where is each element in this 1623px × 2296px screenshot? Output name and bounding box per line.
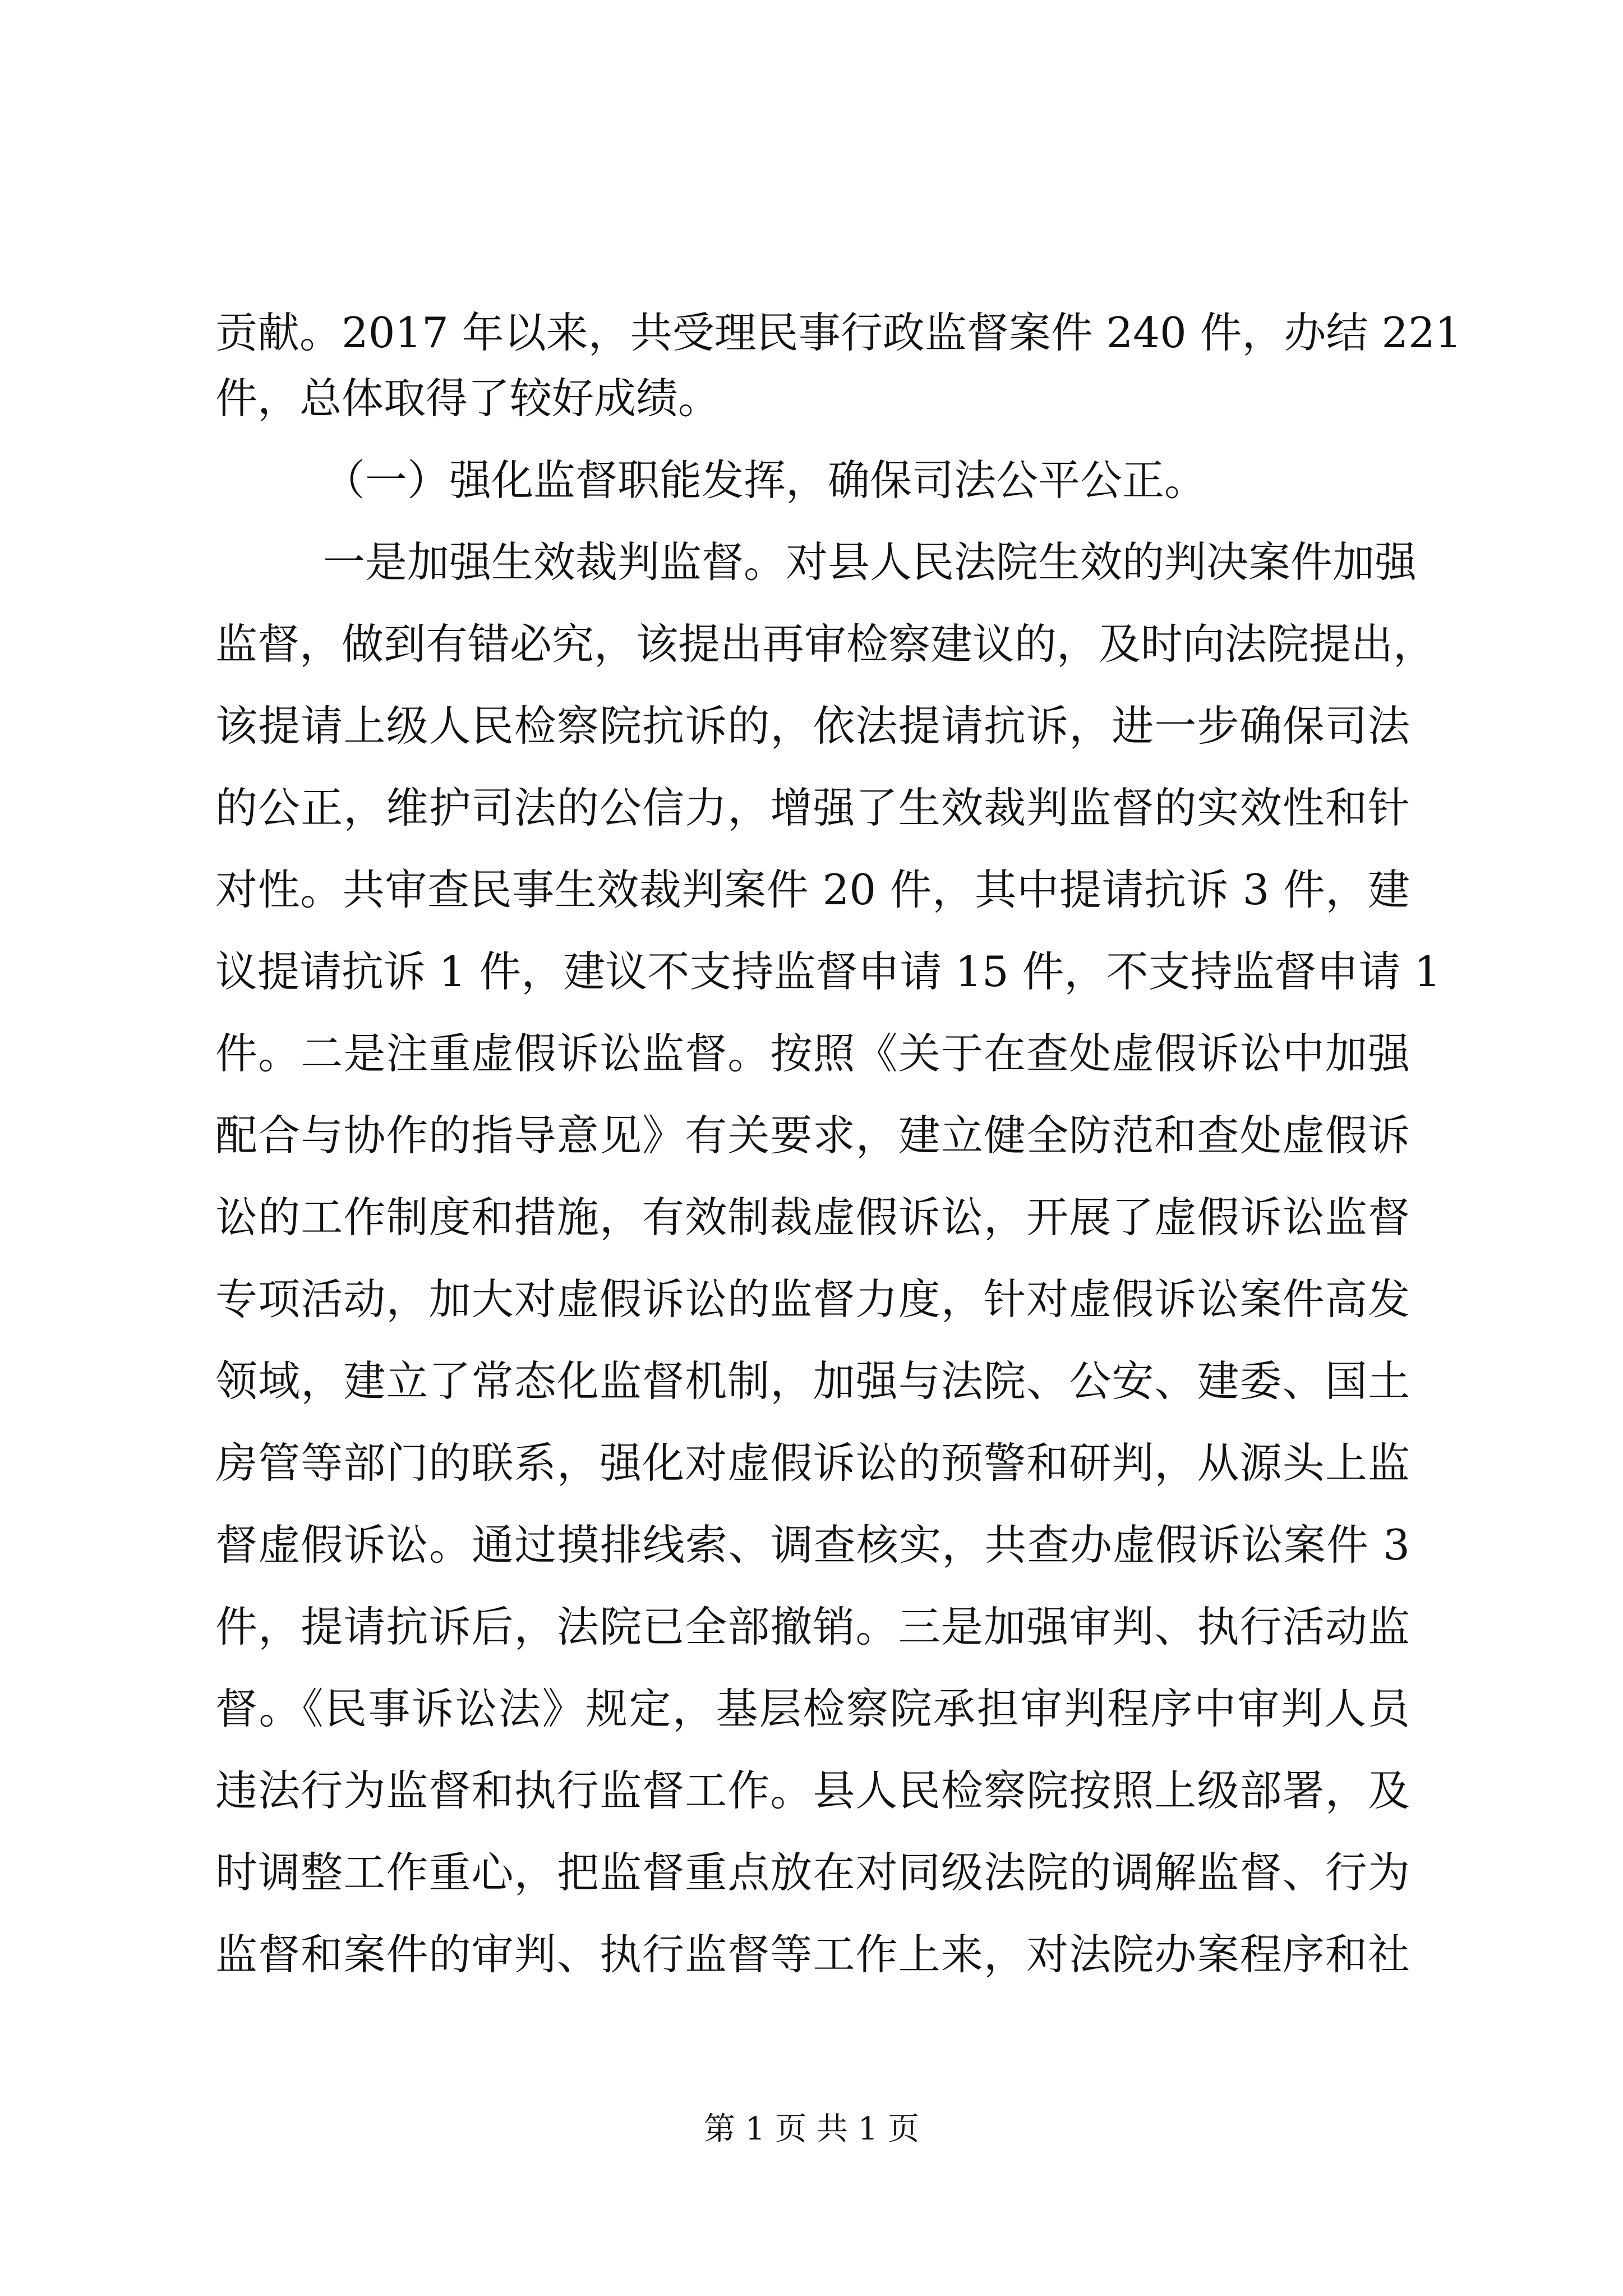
paragraph-line: 贡献。2017 年以来，共受理民事行政监督案件 240 件，办结 221: [215, 308, 1462, 357]
paragraph-line: 房管等部门的联系，强化对虚假诉讼的预警和研判，从源头上监: [215, 1438, 1410, 1488]
paragraph-line: 的公正，维护司法的公信力，增强了生效裁判监督的实效性和针: [215, 783, 1410, 832]
section-heading: （一）强化监督职能发挥，确保司法公平公正。: [323, 455, 1207, 505]
paragraph-line: 件。二是注重虚假诉讼监督。按照《关于在查处虚假诉讼中加强: [215, 1029, 1410, 1078]
paragraph-line: 件，总体取得了较好成绩。: [215, 374, 721, 423]
paragraph-line: 件，提请抗诉后，法院已全部撤销。三是加强审判、执行活动监: [215, 1602, 1410, 1651]
page-footer: 第 1 页 共 1 页: [703, 2111, 920, 2147]
paragraph-line: 监督，做到有错必究，该提出再审检察建议的，及时向法院提出，: [215, 619, 1436, 669]
paragraph-line: 领域，建立了常态化监督机制，加强与法院、公安、建委、国土: [215, 1356, 1410, 1406]
paragraph-line: 配合与协作的指导意见》有关要求，建立健全防范和查处虚假诉: [215, 1111, 1410, 1160]
paragraph-line: 时调整工作重心，把监督重点放在对同级法院的调解监督、行为: [215, 1848, 1410, 1897]
paragraph-line: 违法行为监督和执行监督工作。县人民检察院按照上级部署，及: [215, 1766, 1410, 1815]
paragraph-line: 督虚假诉讼。通过摸排线索、调查核实，共查办虚假诉讼案件 3: [215, 1520, 1410, 1570]
paragraph-line: 对性。共审查民事生效裁判案件 20 件，其中提请抗诉 3 件，建: [215, 865, 1410, 914]
paragraph-line: 该提请上级人民检察院抗诉的，依法提请抗诉，进一步确保司法: [215, 701, 1410, 751]
paragraph-line: 监督和案件的审判、执行监督等工作上来，对法院办案程序和社: [215, 1930, 1410, 1979]
paragraph-line: 议提请抗诉 1 件，建议不支持监督申请 15 件，不支持监督申请 1: [215, 947, 1441, 996]
paragraph-line: 专项活动，加大对虚假诉讼的监督力度，针对虚假诉讼案件高发: [215, 1274, 1410, 1324]
paragraph-line: 督。《民事诉讼法》规定，基层检察院承担审判程序中审判人员: [215, 1684, 1410, 1733]
paragraph-line: 讼的工作制度和措施，有效制裁虚假诉讼，开展了虚假诉讼监督: [215, 1193, 1410, 1242]
paragraph-line: 一是加强生效裁判监督。对县人民法院生效的判决案件加强: [323, 537, 1417, 587]
